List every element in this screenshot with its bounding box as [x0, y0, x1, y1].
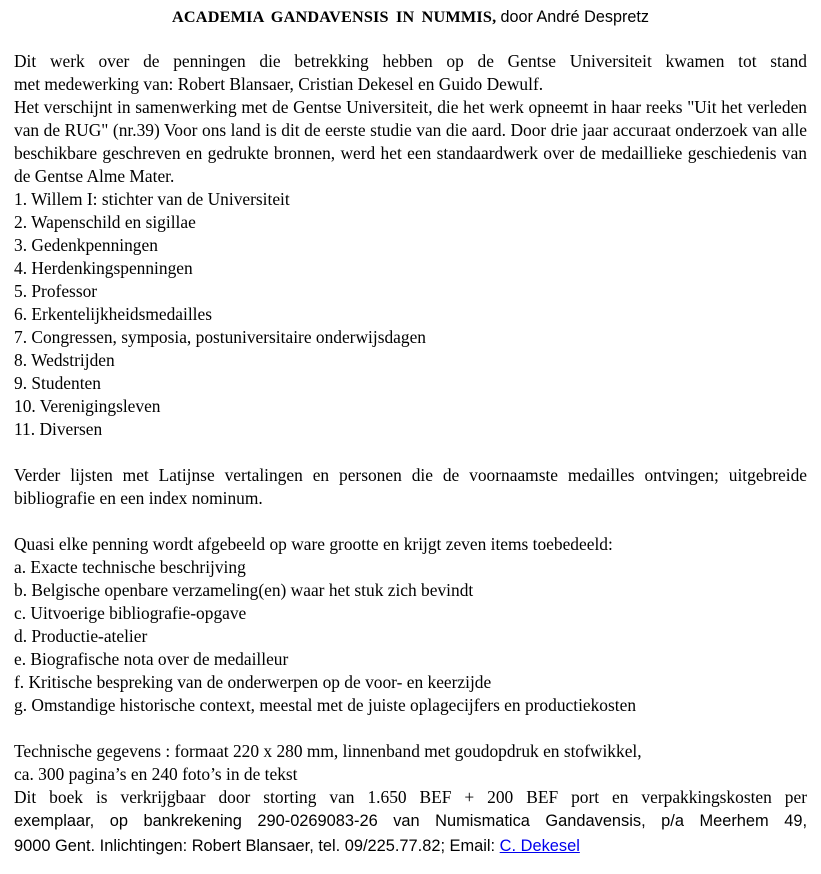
list-item: 6. Erkentelijkheidsmedailles [14, 304, 213, 324]
lists-paragraph: Verder lijsten met Latijnse vertalingen en personen die de voornaamste medailles ontvingen; uitgebreide bibliografie en een index nominum. [14, 465, 807, 508]
intro-line-2: met medewerking van: Robert Blansaer, Cristian Dekesel en Guido Dewulf. [14, 74, 544, 94]
chapter-list [14, 188, 807, 441]
document-title: ACADEMIA GANDAVENSIS IN NUMMIS [172, 8, 493, 26]
list-item: d. Productie-atelier [14, 626, 148, 646]
list-item: 11. Diversen [14, 419, 103, 439]
item-list [14, 556, 807, 717]
ordering-line-3-text: 9000 Gent. Inlichtingen: Robert Blansaer, tel. 09/225.77.82; Email: [14, 837, 496, 855]
list-item: g. Omstandige historische context, meestal met de juiste oplagecijfers en productiekosten [14, 695, 637, 715]
items-intro: Quasi elke penning wordt afgebeeld op ware grootte en krijgt zeven items toebedeeld: [14, 534, 613, 554]
title-separator: , [492, 8, 497, 26]
list-item: 7. Congressen, symposia, postuniversitaire onderwijsdagen [14, 327, 426, 347]
list-item: 9. Studenten [14, 373, 101, 393]
paragraph-gap [14, 441, 807, 464]
list-item: b. Belgische openbare verzameling(en) waar het stuk zich bevindt [14, 580, 474, 600]
intro-line-1: Dit werk over de penningen die betrekking hebben op de Gentse Universiteit kwamen tot stand [14, 51, 807, 71]
paragraph-gap [14, 510, 807, 533]
list-item: 10. Verenigingsleven [14, 396, 161, 416]
list-item: f. Kritische bespreking van de onderwerpen op de voor- en keerzijde [14, 672, 492, 692]
list-item: 3. Gedenkpenningen [14, 235, 158, 255]
document-author: door André Despretz [500, 8, 649, 26]
email-link[interactable]: C. Dekesel [499, 837, 580, 855]
list-item: 5. Professor [14, 281, 98, 301]
list-item: 1. Willem I: stichter van de Universiteit [14, 189, 290, 209]
ordering-line-3 [14, 834, 807, 859]
ordering-line-1: Dit boek is verkrijgbaar door storting van 1.650 BEF + 200 BEF port en verpakkingskosten per [14, 787, 807, 807]
ordering-line-2: exemplaar, op bankrekening 290-0269083-26 van Numismatica Gandavensis, p/a Meerhem 49, [14, 812, 807, 830]
list-item: 4. Herdenkingspenningen [14, 258, 193, 278]
list-item: a. Exacte technische beschrijving [14, 557, 246, 577]
intro-paragraph-2: Het verschijnt in samenwerking met de Gentse Universiteit, die het werk opneemt in haar reeks "Uit het verleden van de RUG" (nr.39) Voor ons land is dit de eerste studie van die aard. Door drie jaar accuraat onderzoek van alle beschikbare geschreven en gedrukte bronnen, werd het een standaardwerk over de medaillieke geschiedenis van de Gentse Alme Mater. [14, 97, 807, 186]
technical-line-1: Technische gegevens : formaat 220 x 280 mm, linnenband met goudopdruk en stofwikkel, [14, 741, 642, 761]
list-item: 8. Wedstrijden [14, 350, 115, 370]
list-item: c. Uitvoerige bibliografie-opgave [14, 603, 247, 623]
list-item: e. Biografische nota over de medailleur [14, 649, 289, 669]
paragraph-gap [14, 717, 807, 740]
document-header [14, 4, 807, 29]
list-item: 2. Wapenschild en sigillae [14, 212, 196, 232]
technical-line-2: ca. 300 pagina’s en 240 foto’s in de tekst [14, 764, 298, 784]
